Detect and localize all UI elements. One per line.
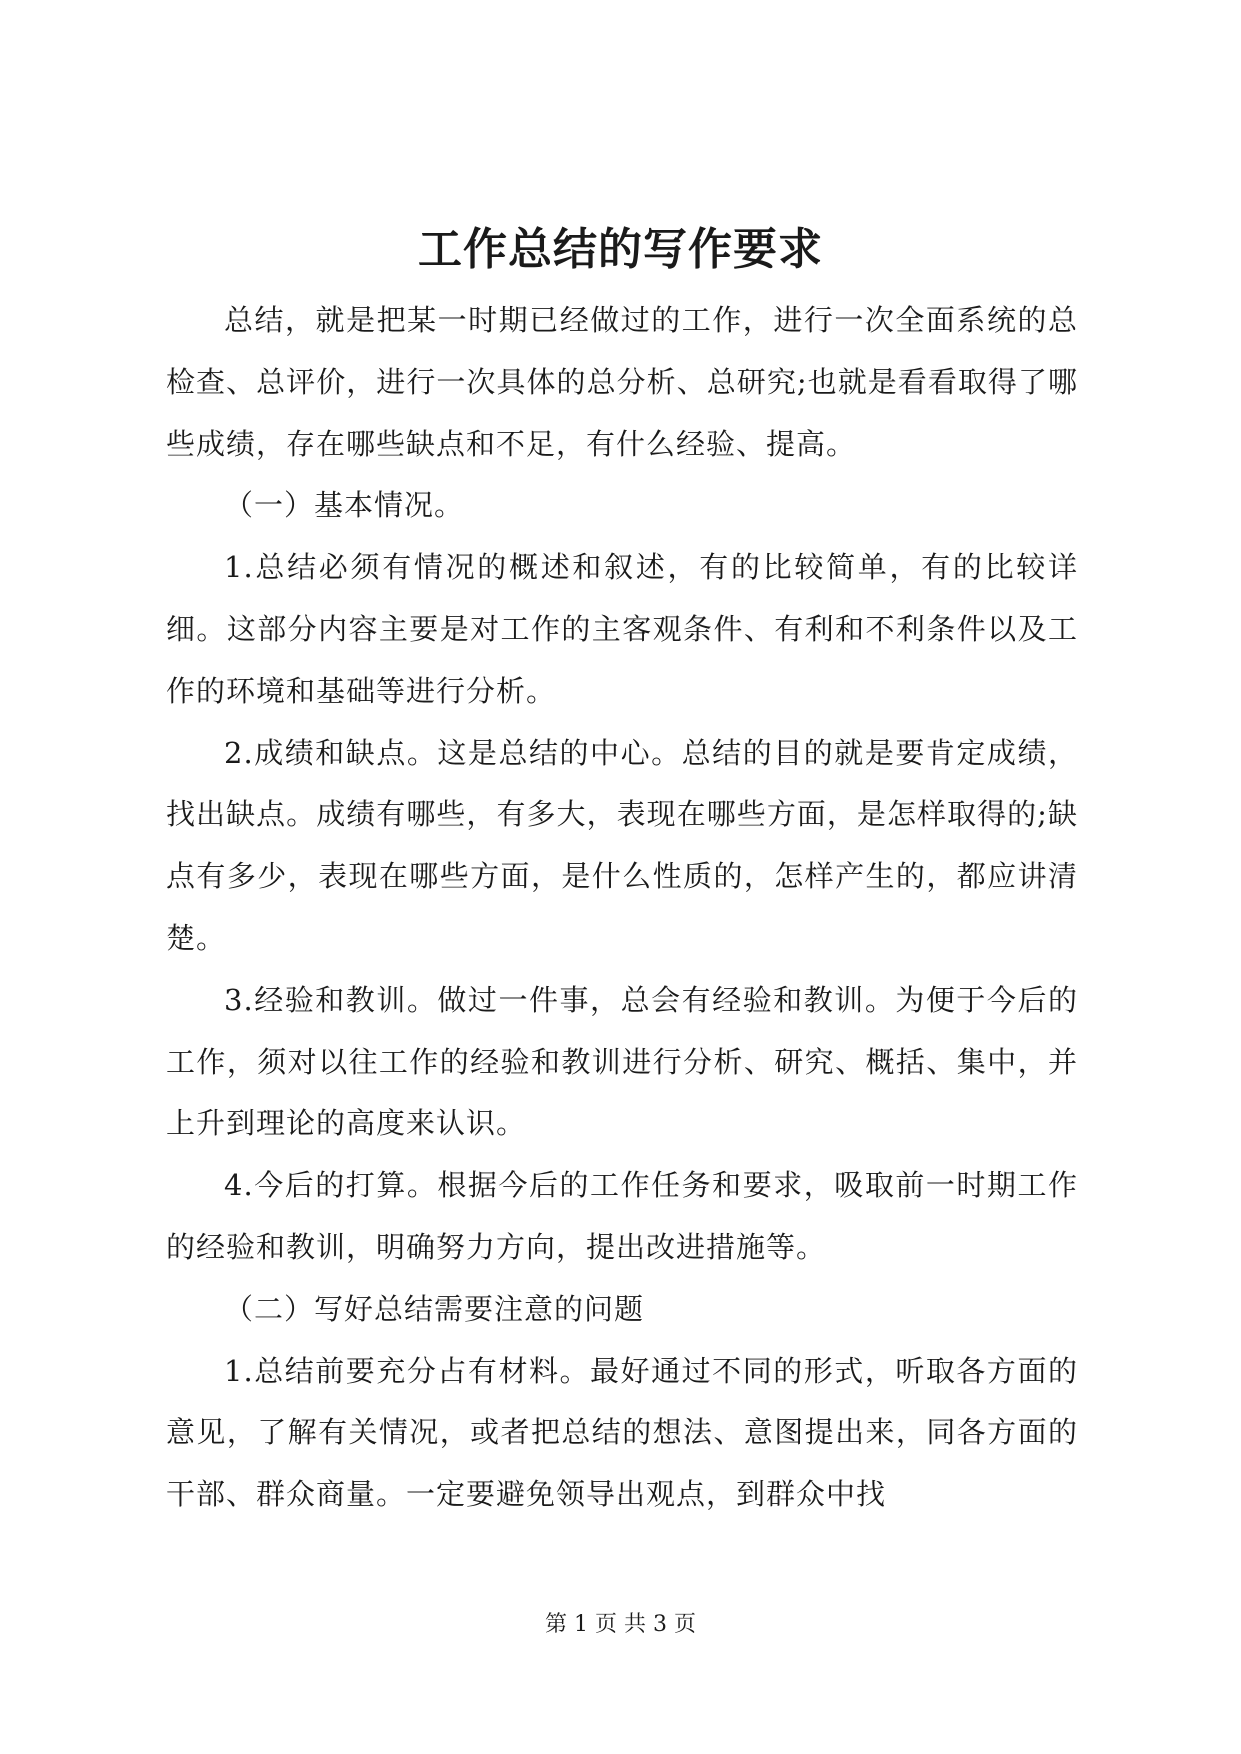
paragraph-issue-1: 1.总结前要充分占有材料。最好通过不同的形式，听取各方面的意见，了解有关情况，或者把总结的想法、意图提出来，同各方面的干部、群众商量。一定要避免领导出观点，到群众中找 [166, 1353, 1078, 1512]
document-body [166, 290, 1078, 1526]
page-number-footer: 第 1 页 共 3 页 [545, 1612, 696, 1637]
paragraph-item-4: 4.今后的打算。根据今后的工作任务和要求，吸取前一时期工作的经验和教训，明确努力方向，提出改进措施等。 [166, 1168, 1078, 1264]
section-heading-basic: （一）基本情况。 [224, 488, 465, 523]
section-heading-issues: （二）写好总结需要注意的问题 [224, 1291, 645, 1326]
paragraph-item-1: 1.总结必须有情况的概述和叙述，有的比较简单，有的比较详细。这部分内容主要是对工作的主客观条件、有利和不利条件以及工作的环境和基础等进行分析。 [166, 550, 1078, 708]
paragraph-intro: 总结，就是把某一时期已经做过的工作，进行一次全面系统的总检查、总评价，进行一次具体的总分析、总研究;也就是看看取得了哪些成绩，存在哪些缺点和不足，有什么经验、提高。 [166, 303, 1078, 461]
paragraph-item-2: 2.成绩和缺点。这是总结的中心。总结的目的就是要肯定成绩，找出缺点。成绩有哪些，有多大，表现在哪些方面，是怎样取得的;缺点有多少，表现在哪些方面，是什么性质的，怎样产生的，都应讲清楚。 [166, 735, 1078, 955]
paragraph-item-3: 3.经验和教训。做过一件事，总会有经验和教训。为便于今后的工作，须对以往工作的经验和教训进行分析、研究、概括、集中，并上升到理论的高度来认识。 [166, 982, 1078, 1141]
page-title: 工作总结的写作要求 [418, 224, 823, 275]
